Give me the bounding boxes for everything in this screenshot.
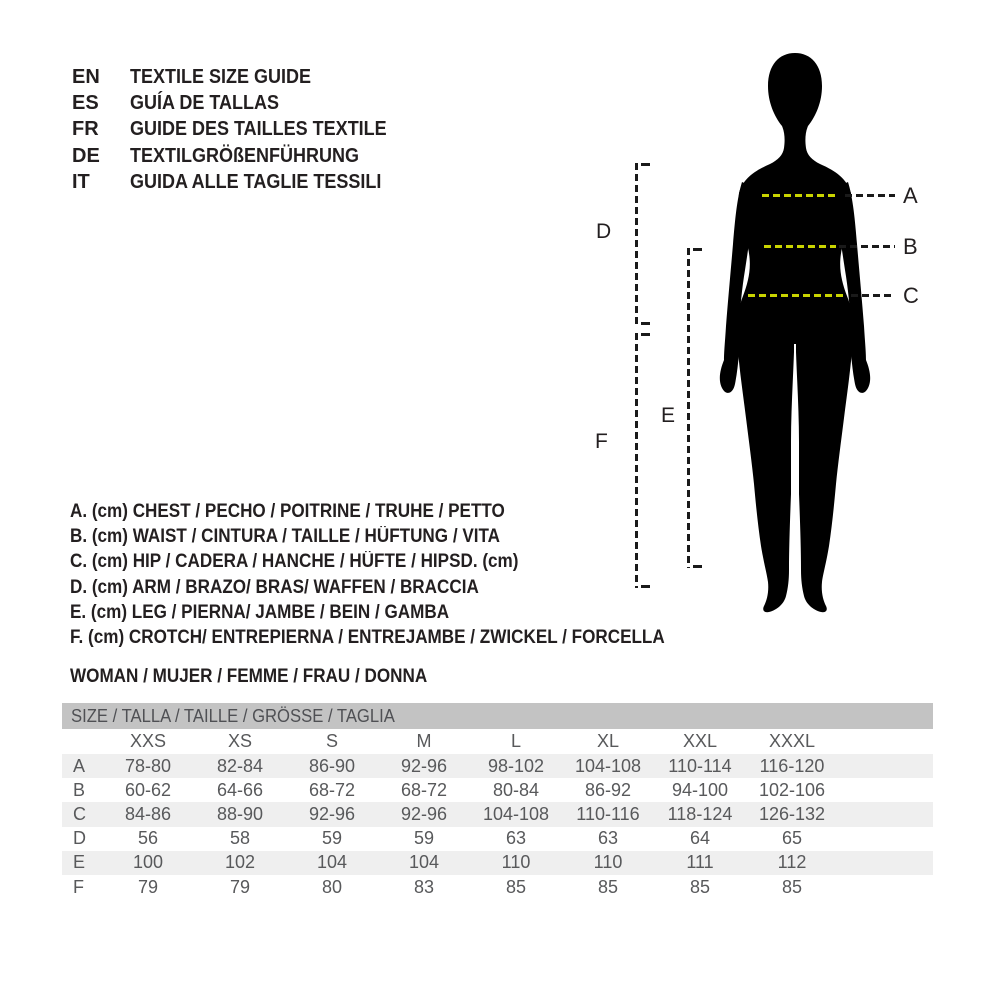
cell: 60-62 [124,779,172,800]
size-table-header-bar [62,703,933,729]
waist-leader-line [839,245,895,248]
filler-cell [838,802,933,826]
filler-cell [838,851,933,875]
cell: 116-120 [759,755,825,776]
cell: 65 [781,828,803,849]
language-code: FR [72,118,99,141]
cell: 104-108 [482,803,550,824]
cell: 85 [781,876,803,897]
size-col-header: XXL [682,731,718,751]
cell: 82-84 [216,755,264,776]
cell: 64-66 [216,779,264,800]
cell: 83 [413,876,435,897]
size-header-row [62,729,933,754]
cell: 104-108 [574,755,642,776]
arm-line-bottom-tick [641,322,650,325]
label-waist: B [903,234,918,259]
cell: 92-96 [400,803,448,824]
cell: 79 [229,876,251,897]
label-leg: E [661,404,676,427]
size-col-header: XXS [129,731,167,751]
label-arm: D [596,220,612,243]
audience-heading: WOMAN / MUJER / FEMME / FRAU / DONNA [70,666,428,687]
cell: 102-106 [758,779,826,800]
row-label: F [73,876,84,897]
row-label: B [73,779,86,800]
cell: 63 [505,828,527,849]
cell: 126-132 [758,803,826,824]
cell: 85 [505,876,527,897]
language-row [72,170,415,196]
corner-cell [62,729,102,754]
table-row [62,754,933,778]
size-col-header: M [416,731,432,751]
table-row [62,827,933,851]
cell: 104 [408,852,440,873]
language-row [72,117,415,143]
language-row [72,143,415,169]
filler-cell [838,729,933,754]
table-row [62,802,933,826]
size-grid [62,729,933,899]
chest-leader-line [845,194,895,197]
cell: 68-72 [308,779,356,800]
cell: 100 [132,852,164,873]
size-col-header: XL [596,731,620,751]
waist-measure-line [764,245,836,248]
measurement-legend [70,499,731,650]
language-code: IT [72,171,90,194]
language-code: EN [72,65,100,88]
cell: 85 [597,876,619,897]
cell: 92-96 [308,803,356,824]
label-hip: C [903,283,919,308]
cell: 98-102 [487,755,545,776]
filler-cell [838,778,933,802]
cell: 64 [689,828,711,849]
filler-cell [838,754,933,778]
legend-line-leg: E. (cm) LEG / PIERNA/ JAMBE / BEIN / GAMBA [70,601,450,623]
chest-measure-line [762,194,838,197]
cell: 80 [321,876,343,897]
filler-cell [838,875,933,899]
cell: 85 [689,876,711,897]
crotch-line-top-tick [641,333,650,336]
cell: 63 [597,828,619,849]
cell: 80-84 [492,779,540,800]
guide-title: TEXTILE SIZE GUIDE [130,65,312,88]
guide-title: TEXTILGRÖßENFÜHRUNG [130,144,359,167]
size-col-header: XS [227,731,252,751]
cell: 112 [777,852,807,873]
row-label: C [73,803,86,824]
cell: 110 [593,852,623,873]
legend-line-hip: C. (cm) HIP / CADERA / HANCHE / HÜFTE / HIPSD. (cm) [70,551,519,573]
cell: 78-80 [124,755,172,776]
arm-length-line [635,163,638,325]
arm-line-top-tick [641,163,650,166]
row-label: A [73,755,86,776]
table-row [62,875,933,899]
cell: 92-96 [400,755,448,776]
cell: 110-116 [576,803,640,824]
table-row [62,851,933,875]
cell: 111 [686,852,714,873]
cell: 79 [137,876,159,897]
language-row [72,64,415,90]
cell: 110-114 [668,755,732,776]
size-col-header: L [510,731,521,751]
leg-line-top-tick [693,248,702,251]
legend-line-arm: D. (cm) ARM / BRAZO/ BRAS/ WAFFEN / BRACCIA [70,576,479,598]
cell: 88-90 [216,803,264,824]
legend-line-crotch: F. (cm) CROTCH/ ENTREPIERNA / ENTREJAMBE / ZWICKEL / FORCELLA [70,627,665,649]
cell: 59 [413,828,435,849]
guide-title: GUIDA ALLE TAGLIE TESSILI [130,171,382,194]
row-label: E [73,852,86,873]
language-row [72,90,415,116]
cell: 104 [316,852,348,873]
size-col-header: XXXL [768,731,816,751]
language-code: DE [72,144,100,167]
cell: 58 [229,828,251,849]
cell: 118-124 [667,803,733,824]
legend-line-waist: B. (cm) WAIST / CINTURA / TAILLE / HÜFTUNG / VITA [70,526,501,548]
cell: 86-90 [308,755,356,776]
legend-line-chest: A. (cm) CHEST / PECHO / POITRINE / TRUHE / PETTO [70,501,505,522]
hip-leader-line [851,294,895,297]
cell: 56 [137,828,159,849]
hip-measure-line [748,294,845,297]
size-table [62,703,933,899]
row-label: D [73,828,86,849]
guide-title: GUÍA DE TALLAS [130,92,279,115]
cell: 102 [224,852,256,873]
cell: 68-72 [400,779,448,800]
label-chest: A [903,183,918,208]
language-title-list [72,64,415,196]
cell: 59 [321,828,343,849]
cell: 86-92 [584,779,632,800]
label-crotch: F [595,430,608,453]
language-code: ES [72,92,99,115]
cell: 110 [501,852,531,873]
filler-cell [838,827,933,851]
size-col-header: S [325,731,338,751]
table-row [62,778,933,802]
guide-title: GUIDE DES TAILLES TEXTILE [130,118,387,141]
size-table-title: SIZE / TALLA / TAILLE / GRÖSSE / TAGLIA [71,705,395,726]
cell: 94-100 [671,779,729,800]
cell: 84-86 [124,803,172,824]
